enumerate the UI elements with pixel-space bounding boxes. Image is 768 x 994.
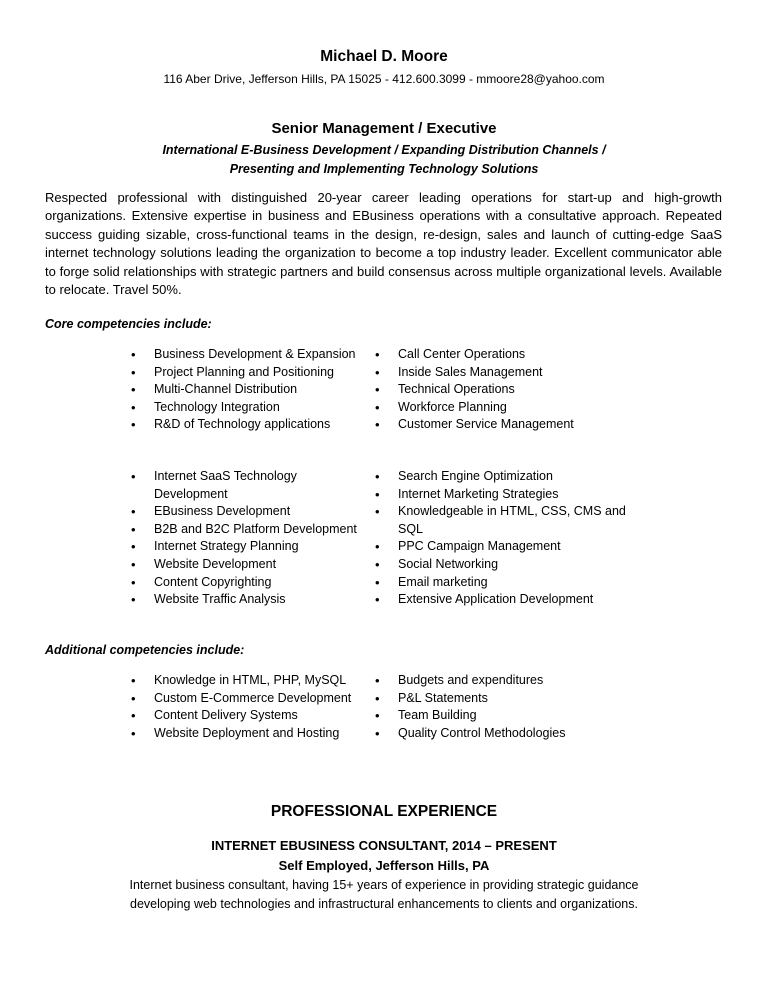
list-item: • Customer Service Management — [375, 416, 574, 434]
job-description-line-2: developing web technologies and infrastructural enhancements to clients and organizations. — [130, 896, 638, 911]
focus-line-2: Presenting and Implementing Technology Solutions — [229, 162, 539, 176]
job-employer: Self Employed, Jefferson Hills, PA — [278, 858, 490, 873]
list-item: • Multi-Channel Distribution — [131, 381, 356, 399]
list-item: • Workforce Planning — [375, 399, 574, 417]
job-title: INTERNET EBUSINESS CONSULTANT, 2014 – PRESENT — [211, 838, 557, 853]
list-item: • Budgets and expenditures — [375, 672, 565, 690]
job-description — [0, 876, 768, 913]
list-item: • Call Center Operations — [375, 346, 574, 364]
job-description-line-1: Internet business consultant, having 15+ years of experience in providing strategic guidance — [129, 878, 639, 892]
list-item: • Inside Sales Management — [375, 364, 574, 382]
focus-line-1: International E-Business Development / Expanding Distribution Channels / — [162, 143, 606, 157]
list-item: • Technology Integration — [131, 399, 356, 417]
core-list-group1-left — [131, 346, 356, 434]
list-item: • Social Networking — [375, 556, 635, 574]
list-item: • Business Development & Expansion — [131, 346, 356, 364]
list-item: • R&D of Technology applications — [131, 416, 356, 434]
additional-list-right — [375, 672, 565, 742]
list-item: • Content Copyrighting — [131, 574, 371, 592]
list-item: • Internet Strategy Planning — [131, 538, 371, 556]
headline-title: Senior Management / Executive — [271, 120, 497, 137]
list-item: • Team Building — [375, 707, 565, 725]
list-item: • Internet Marketing Strategies — [375, 486, 635, 504]
list-item: • Internet SaaS Technology Development — [131, 468, 314, 503]
list-item: • Search Engine Optimization — [375, 468, 635, 486]
core-competencies-label: Core competencies include: — [45, 317, 212, 331]
additional-list-left — [131, 672, 351, 742]
list-item: • B2B and B2C Platform Development — [131, 521, 371, 539]
contact-line: 116 Aber Drive, Jefferson Hills, PA 15025 - 412.600.3099 - mmoore28@yahoo.com — [163, 72, 605, 86]
core-list-group2-right — [375, 468, 635, 609]
list-item: • Knowledge in HTML, PHP, MySQL — [131, 672, 351, 690]
additional-competencies-label: Additional competencies include: — [45, 643, 245, 657]
list-item: • Technical Operations — [375, 381, 574, 399]
list-item: • EBusiness Development — [131, 503, 371, 521]
list-item: • Website Deployment and Hosting — [131, 725, 351, 743]
list-item: • Project Planning and Positioning — [131, 364, 356, 382]
core-list-group1-right — [375, 346, 574, 434]
list-item: • Website Development — [131, 556, 371, 574]
candidate-name: Michael D. Moore — [320, 48, 448, 65]
list-item: • Custom E-Commerce Development — [131, 690, 351, 708]
list-item: • Content Delivery Systems — [131, 707, 351, 725]
list-item: • Quality Control Methodologies — [375, 725, 565, 743]
list-item: • Extensive Application Development — [375, 591, 635, 609]
experience-heading: PROFESSIONAL EXPERIENCE — [270, 803, 498, 820]
list-item: • P&L Statements — [375, 690, 565, 708]
list-item: • Website Traffic Analysis — [131, 591, 371, 609]
list-item: • PPC Campaign Management — [375, 538, 635, 556]
professional-summary: Respected professional with distinguished 20-year career leading operations for start-up and high-growth organizations. Extensive expertise in business and EBusiness operations with a consultative approach. Repeated success guiding sizable, cross-functional teams in the design, re-design, sales and launch of cutting-edge SaaS internet technology solutions leading the organization to become a top industry leader. Excellent communicator able to forge solid relationships with strategic partners and build consensus across multiple organizational levels. Available to relocate. Travel 50%. — [45, 190, 722, 298]
core-list-group2-left — [131, 468, 371, 609]
list-item: • Knowledgeable in HTML, CSS, CMS and SQL — [375, 503, 628, 538]
list-item: • Email marketing — [375, 574, 635, 592]
